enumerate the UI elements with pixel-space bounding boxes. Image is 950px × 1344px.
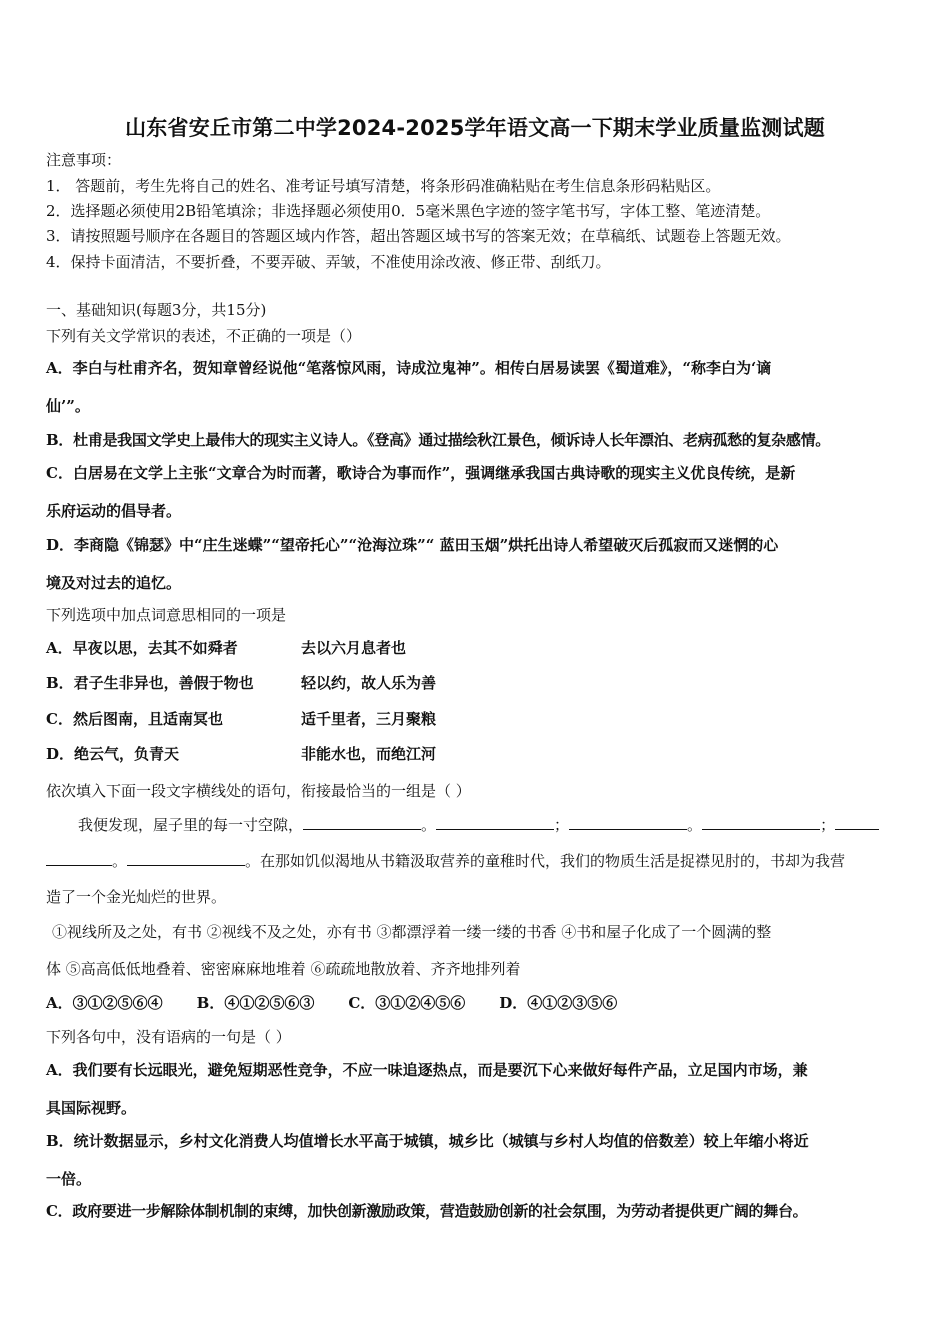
question-4-option-b-cont: 一倍。 [46, 1170, 92, 1188]
passage-punct: ； [820, 816, 836, 834]
question-2-option-d-pair: 非能水也，而绝江河 [301, 745, 437, 763]
question-4-option-c: C．政府要进一步解除体制机制的束缚，加快创新激励政策，营造鼓励创新的社会氛围，为劳动者提供更广阔的舞台。 [46, 1202, 808, 1220]
question-2-option-c-pair: 适千里者，三月聚粮 [301, 710, 437, 728]
question-4-option-a-cont: 具国际视野。 [46, 1099, 137, 1117]
question-3-choices [46, 993, 651, 1013]
fill-blank [835, 815, 879, 830]
choice-d: D．④①②③⑤⑥ [499, 994, 618, 1012]
section-heading: 一、基础知识(每题3分，共15分) [46, 301, 267, 319]
question-3-items-cont: 体 ⑤高高低低地叠着、密密麻麻地堆着 ⑥疏疏地散放着、齐齐地排列着 [46, 960, 521, 978]
fill-blank [569, 815, 687, 830]
notice-item: 2．选择题必须使用2B铅笔填涂；非选择题必须使用0．5毫米黑色字迹的签字笔书写，字体工整、笔迹清楚。 [46, 202, 771, 220]
question-1-option-b: B．杜甫是我国文学史上最伟大的现实主义诗人。《登高》通过描绘秋江景色，倾诉诗人长年漂泊、老病孤愁的复杂感情。 [46, 431, 830, 449]
question-4-option-a: A．我们要有长远眼光，避免短期恶性竞争，不应一味追逐热点，而是要沉下心来做好每件产品，立足国内市场，兼 [46, 1061, 808, 1079]
fill-blank [702, 815, 820, 830]
question-3-passage-end: 造了一个金光灿烂的世界。 [46, 888, 227, 906]
passage-punct: ； [554, 816, 570, 834]
notice-item: 1． 答题前，考生先将自己的姓名、准考证号填写清楚，将条形码准确粘贴在考生信息条形码粘贴区。 [46, 177, 721, 195]
question-1-option-d-cont: 境及对过去的追忆。 [46, 574, 182, 592]
fill-blank [127, 851, 245, 866]
question-2-option-a-pair: 去以六月息者也 [301, 639, 407, 657]
question-1-stem: 下列有关文学常识的表述，不正确的一项是（） [46, 327, 362, 345]
question-3-passage-cont [46, 851, 845, 871]
passage-punct: 。 [687, 816, 703, 834]
question-2-option-c: C．然后图南，且适南冥也 [46, 710, 223, 728]
question-4-option-b: B．统计数据显示，乡村文化消费人均值增长水平高于城镇，城乡比（城镇与乡村人均值的倍数差）较上年缩小将近 [46, 1132, 809, 1150]
question-1-option-d: D．李商隐《锦瑟》中“庄生迷蝶”“望帝托心”“沧海泣珠”“ 蓝田玉烟”烘托出诗人希望破灭后孤寂而又迷惘的心 [46, 536, 779, 554]
question-2-stem: 下列选项中加点词意思相同的一项是 [46, 606, 287, 624]
fill-blank [303, 815, 421, 830]
question-2-option-b-pair: 轻以约，故人乐为善 [301, 674, 437, 692]
choice-c: C．③①②④⑤⑥ [348, 994, 466, 1012]
question-1-option-a: A．李白与杜甫齐名，贺知章曾经说他“笔落惊风雨，诗成泣鬼神”。相传白居易读罢《蜀道难》，“称李白为‘谪 [46, 359, 772, 377]
question-3-items: ①视线所及之处，有书 ②视线不及之处，亦有书 ③都漂浮着一缕一缕的书香 ④书和屋子化成了一个圆满的整 [52, 923, 772, 941]
notice-item: 3．请按照题号顺序在各题目的答题区域内作答，超出答题区域书写的答案无效；在草稿纸、试题卷上答题无效。 [46, 227, 791, 245]
question-1-option-c: C．白居易在文学上主张“文章合为时而著，歌诗合为事而作”，强调继承我国古典诗歌的现实主义优良传统，是新 [46, 464, 796, 482]
question-2-option-a: A．早夜以思，去其不如舜者 [46, 639, 238, 657]
question-3-passage [78, 815, 879, 835]
question-1-option-a-cont: 仙’”。 [46, 397, 90, 415]
question-4-stem: 下列各句中，没有语病的一句是（ ） [46, 1028, 291, 1046]
fill-blank [436, 815, 554, 830]
passage-text: 我便发现，屋子里的每一寸空隙， [78, 816, 304, 834]
question-3-stem: 依次填入下面一段文字横线处的语句，衔接最恰当的一组是（ ） [46, 782, 471, 800]
choice-a: A．③①②⑤⑥④ [46, 994, 163, 1012]
question-2-option-b: B．君子生非异也，善假于物也 [46, 674, 254, 692]
passage-punct: 。 [421, 816, 437, 834]
passage-text: 。在那如饥似渴地从书籍汲取营养的童稚时代，我们的物质生活是捉襟见肘的，书却为我营 [245, 852, 846, 870]
passage-punct: 。 [112, 852, 128, 870]
fill-blank [46, 851, 112, 866]
question-2-option-d: D．绝云气，负青天 [46, 745, 180, 763]
question-1-option-c-cont: 乐府运动的倡导者。 [46, 502, 182, 520]
notice-item: 4．保持卡面清洁，不要折叠，不要弄破、弄皱，不准使用涂改液、修正带、刮纸刀。 [46, 253, 611, 271]
page-title: 山东省安丘市第二中学2024-2025学年语文高一下期末学业质量监测试题 [125, 116, 825, 140]
notice-heading: 注意事项： [46, 151, 122, 169]
choice-b: B．④①②⑤⑥③ [196, 994, 315, 1012]
